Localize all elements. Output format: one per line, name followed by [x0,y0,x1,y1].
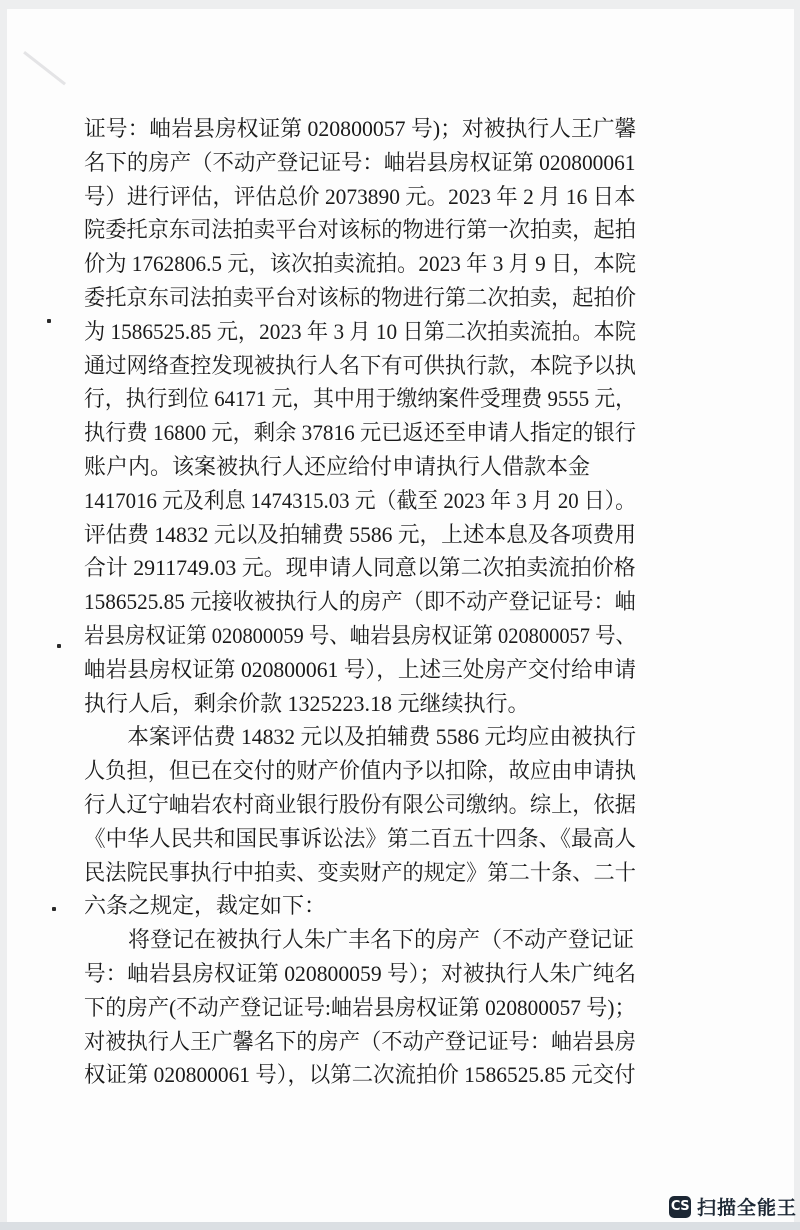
scanned-document-page [7,9,794,1222]
scan-edge-strip [0,1222,800,1230]
document-line: 价为 1762806.5 元，该次拍卖流拍。2023 年 3 月 9 日，本院 [84,251,637,277]
scan-scratch-artifact [23,51,66,85]
document-line: 为 1586525.85 元，2023 年 3 月 10 日第二次拍卖流拍。本院 [84,318,637,344]
document-line: 账户内。该案被执行人还应给付申请执行人借款本金 [84,453,591,479]
camscanner-logo-icon: CS [669,1196,691,1218]
document-line: 对被执行人王广馨名下的房产（不动产登记证号：岫岩县房 [84,1028,637,1054]
document-line: 行，执行到位 64171 元，其中用于缴纳案件受理费 9555 元， [84,386,637,412]
document-line: 评估费 14832 元以及拍辅费 5586 元，上述本息及各项费用 [84,521,637,547]
document-line: 权证第 020800061 号），以第二次流拍价 1586525.85 元交付 [84,1062,636,1088]
camscanner-watermark [669,1193,797,1220]
document-line: 《中华人民共和国民事诉讼法》第二百五十四条、《最高人 [84,825,637,851]
document-line: 将登记在被执行人朱广丰名下的房产（不动产登记证 [128,927,635,953]
camscanner-label: 扫描全能王 [696,1197,797,1219]
document-line: 岩县房权证第 020800059 号、岫岩县房权证第 020800057 号、 [84,622,637,648]
document-line: 号）进行评估，评估总价 2073890 元。2023 年 2 月 16 日本 [84,183,636,209]
document-line: 证号：岫岩县房权证第 020800057 号)；对被执行人王广馨 [84,116,637,141]
document-line: 本案评估费 14832 元以及拍辅费 5586 元均应由被执行 [127,724,637,750]
document-line: 人负担，但已在交付的财产价值内予以扣除，故应由申请执 [84,758,637,784]
document-text-block [84,112,636,1092]
document-line: 民法院民事执行中拍卖、变卖财产的规定》第二十条、二十 [84,859,637,885]
document-line: 合计 2911749.03 元。现申请人同意以第二次拍卖流拍价格 [84,555,636,581]
document-line: 委托京东司法拍卖平台对该标的物进行第二次拍卖，起拍价 [84,284,637,310]
document-line: 执行人后，剩余价款 1325223.18 元继续执行。 [84,690,530,716]
scan-speck [57,644,61,648]
document-line: 号：岫岩县房权证第 020800059 号）；对被执行人朱广纯名 [84,960,637,986]
document-line: 岫岩县房权证第 020800061 号），上述三处房产交付给申请 [84,656,637,682]
scan-speck [52,907,56,911]
scan-speck [47,319,51,323]
document-line: 下的房产(不动产登记证号:岫岩县房权证第 020800057 号)； [84,994,636,1020]
document-line: 名下的房产（不动产登记证号：岫岩县房权证第 020800061 [84,149,636,175]
document-line: 院委托京东司法拍卖平台对该标的物进行第一次拍卖，起拍 [84,217,637,243]
document-line: 通过网络查控发现被执行人名下有可供执行款，本院予以执 [84,352,637,378]
document-line: 1417016 元及利息 1474315.03 元（截至 2023 年 3 月 20 日）。 [84,487,637,513]
document-line: 六条之规定，裁定如下： [84,893,327,919]
document-line: 1586525.85 元接收被执行人的房产（即不动产登记证号：岫 [84,589,637,615]
document-line: 行人辽宁岫岩农村商业银行股份有限公司缴纳。综上，依据 [84,791,637,817]
document-line: 执行费 16800 元，剩余 37816 元已返还至申请人指定的银行 [84,420,637,446]
